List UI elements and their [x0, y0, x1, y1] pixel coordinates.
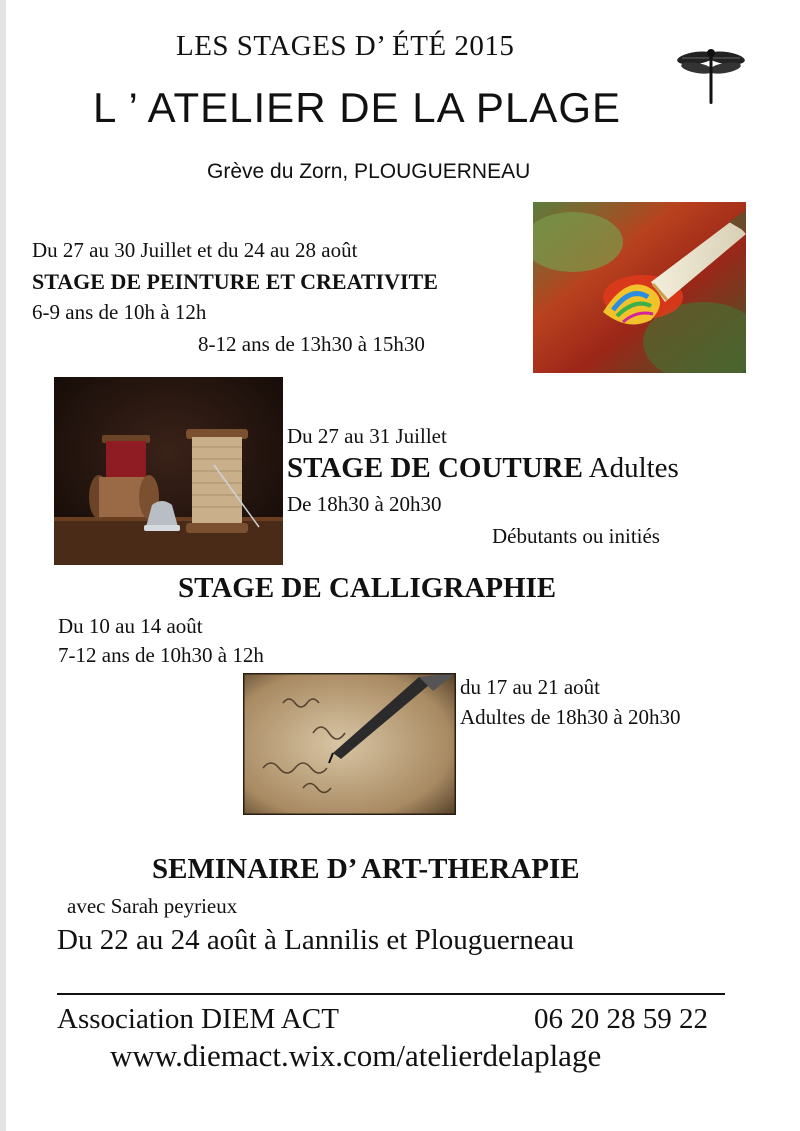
association-name: Association DIEM ACT — [57, 1003, 339, 1035]
art-therapy-host: avec Sarah peyrieux — [67, 894, 238, 918]
sewing-title: STAGE DE COUTURE — [287, 452, 583, 484]
sewing-level: Débutants ou initiés — [492, 524, 660, 548]
art-therapy-title: SEMINAIRE D’ ART-THERAPIE — [152, 853, 580, 885]
painting-dates: Du 27 au 30 Juillet et du 24 au 28 août — [32, 238, 358, 262]
calligraphy-kids-hours: 7-12 ans de 10h30 à 12h — [58, 643, 264, 667]
calligraphy-adult-dates: du 17 au 21 août — [460, 675, 600, 699]
dragonfly-icon — [676, 44, 746, 106]
calligraphy-adult-hours: Adultes de 18h30 à 20h30 — [460, 705, 681, 729]
phone-number: 06 20 28 59 22 — [534, 1003, 708, 1035]
painting-title: STAGE DE PEINTURE ET CREATIVITE — [32, 269, 438, 294]
calligraphy-title: STAGE DE CALLIGRAPHIE — [178, 572, 557, 604]
paintbrush-photo — [533, 202, 746, 373]
painting-session-older: 8-12 ans de 13h30 à 15h30 — [198, 332, 425, 356]
sewing-audience: Adultes — [588, 452, 679, 484]
atelier-name: L ’ ATELIER DE LA PLAGE — [93, 84, 622, 131]
website-link[interactable]: www.diemact.wix.com/atelierdelaplage — [110, 1038, 602, 1073]
calligraphy-kids-dates: Du 10 au 14 août — [58, 614, 203, 638]
painting-session-kids: 6-9 ans de 10h à 12h — [32, 300, 207, 324]
quill-pen-photo — [243, 673, 456, 815]
art-therapy-dates: Du 22 au 24 août à Lannilis et Plouguerneau — [57, 924, 575, 956]
location-text: Grève du Zorn, PLOUGUERNEAU — [207, 160, 531, 183]
event-title: LES STAGES D’ ÉTÉ 2015 — [176, 30, 515, 62]
page-edge — [0, 0, 6, 1131]
sewing-dates: Du 27 au 31 Juillet — [287, 424, 447, 448]
thread-spools-photo — [54, 377, 283, 565]
footer-divider — [57, 993, 725, 995]
sewing-hours: De 18h30 à 20h30 — [287, 492, 442, 516]
